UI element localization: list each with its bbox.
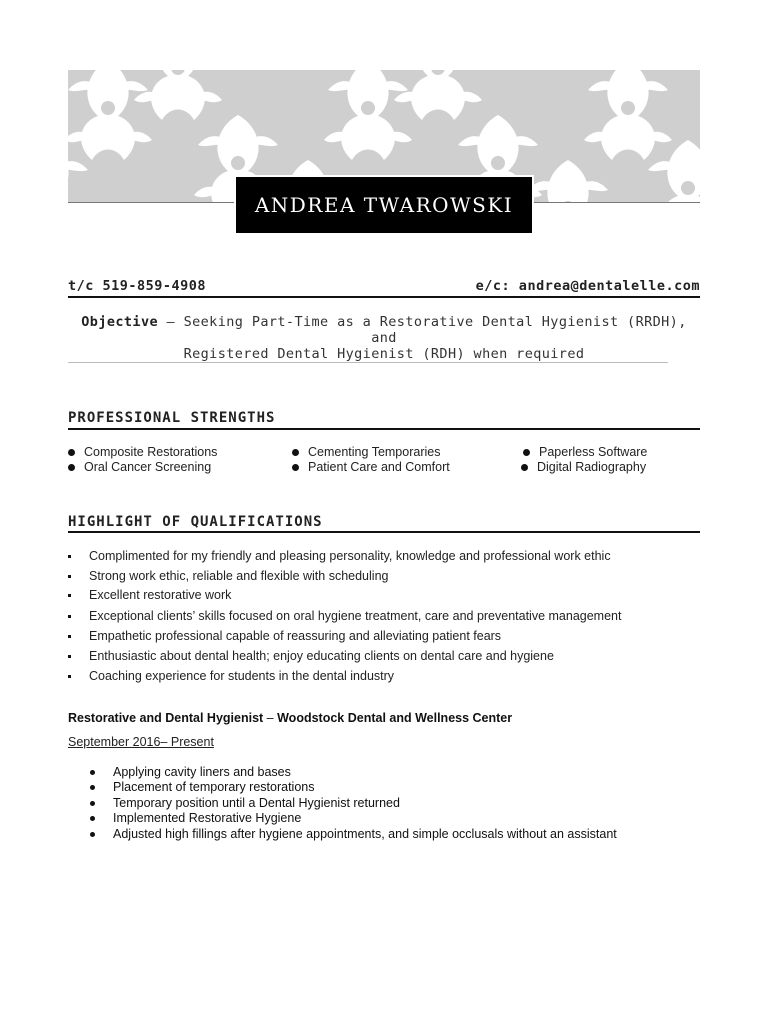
strengths-divider xyxy=(68,428,700,430)
bullet-icon xyxy=(90,770,95,775)
objective-label: Objective xyxy=(81,314,159,330)
name-plate xyxy=(234,175,534,235)
objective-line-2: Registered Dental Hygienist (RDH) when required xyxy=(183,346,585,362)
qualification-item: Empathetic professional capable of reassuring and alleviating patient fears xyxy=(68,629,501,643)
bullet-icon xyxy=(68,575,71,578)
email-address: e/c: andrea@dentalelle.com xyxy=(475,278,700,294)
phone-number: t/c 519-859-4908 xyxy=(68,278,207,294)
bullet-icon xyxy=(90,801,95,806)
qualification-item: Coaching experience for students in the dental industry xyxy=(68,669,394,683)
strength-item: Patient Care and Comfort xyxy=(292,460,450,474)
qualifications-heading: HIGHLIGHT OF QUALIFICATIONS xyxy=(68,514,323,530)
duty-item: Implemented Restorative Hygiene xyxy=(90,811,301,825)
qualification-item: Excellent restorative work xyxy=(68,588,231,602)
bullet-icon xyxy=(68,635,71,638)
job-role: Restorative and Dental Hygienist xyxy=(68,711,264,725)
qualification-item: Enthusiastic about dental health; enjoy educating clients on dental care and hygiene xyxy=(68,649,554,663)
bullet-icon xyxy=(523,449,530,456)
strength-item: Paperless Software xyxy=(523,445,647,459)
job-employer: Woodstock Dental and Wellness Center xyxy=(277,711,513,725)
objective-line-1: – Seeking Part-Time as a Restorative Dental Hygienist (RRDH), and xyxy=(158,314,687,346)
strength-item: Digital Radiography xyxy=(521,460,646,474)
candidate-name: ANDREA TWAROWSKI xyxy=(254,193,514,217)
bullet-icon xyxy=(521,464,528,471)
bullet-icon xyxy=(68,655,71,658)
strengths-heading: PROFESSIONAL STRENGTHS xyxy=(68,410,276,426)
contact-row xyxy=(68,278,700,294)
duty-item: Applying cavity liners and bases xyxy=(90,765,291,779)
strength-item: Composite Restorations xyxy=(68,445,217,459)
bullet-icon xyxy=(68,675,71,678)
bullet-icon xyxy=(292,464,299,471)
job-dates: September 2016– Present xyxy=(68,735,214,749)
contact-divider xyxy=(68,296,700,298)
objective-divider xyxy=(68,362,668,363)
bullet-icon xyxy=(90,832,95,837)
strength-item: Cementing Temporaries xyxy=(292,445,440,459)
bullet-icon xyxy=(68,594,71,597)
qualification-item: Exceptional clients’ skills focused on oral hygiene treatment, care and preventative management xyxy=(68,609,621,623)
bullet-icon xyxy=(292,449,299,456)
objective-block xyxy=(68,314,700,362)
qualification-item: Complimented for my friendly and pleasing personality, knowledge and professional work ethic xyxy=(68,549,611,563)
strength-item: Oral Cancer Screening xyxy=(68,460,211,474)
bullet-icon xyxy=(68,615,71,618)
bullet-icon xyxy=(90,816,95,821)
bullet-icon xyxy=(68,449,75,456)
duty-item: Placement of temporary restorations xyxy=(90,780,314,794)
duty-item: Adjusted high fillings after hygiene appointments, and simple occlusals without an assistant xyxy=(90,827,617,841)
qualifications-divider xyxy=(68,531,700,533)
bullet-icon xyxy=(90,785,95,790)
job-title: Restorative and Dental Hygienist – Woodstock Dental and Wellness Center xyxy=(68,711,513,725)
duty-item: Temporary position until a Dental Hygienist returned xyxy=(90,796,400,810)
qualification-item: Strong work ethic, reliable and flexible with scheduling xyxy=(68,569,388,583)
bullet-icon xyxy=(68,555,71,558)
bullet-icon xyxy=(68,464,75,471)
